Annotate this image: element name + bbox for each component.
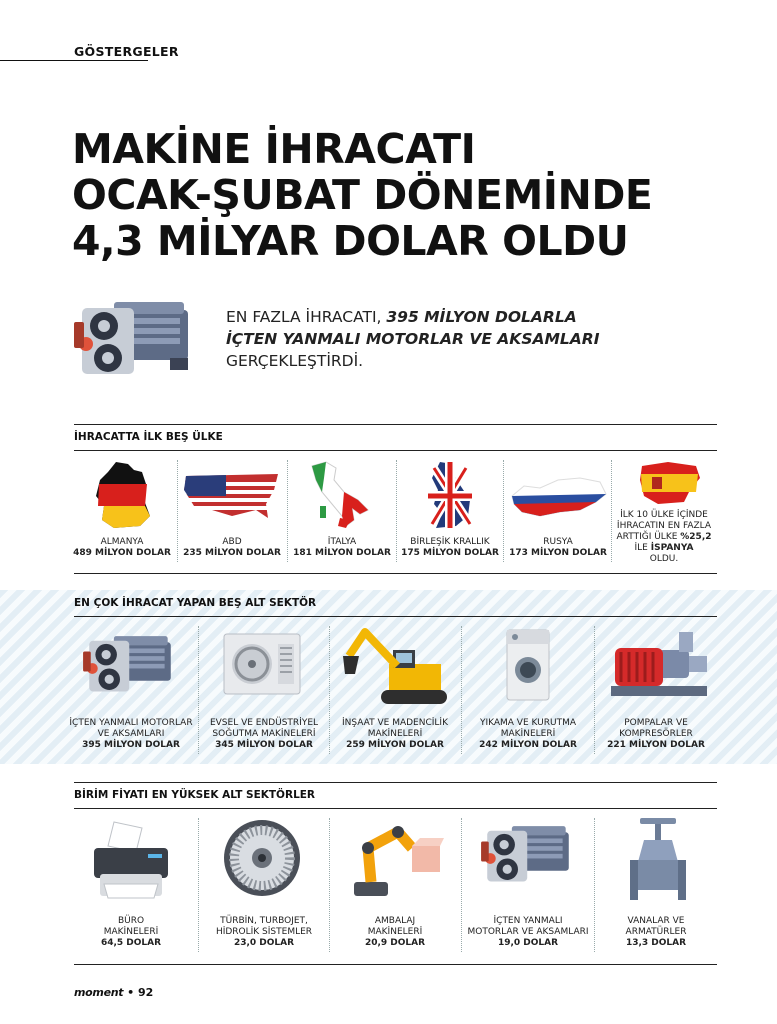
sector-value: 259 MİLYON DOLAR xyxy=(346,740,444,750)
germany-map-icon xyxy=(94,460,152,530)
country-name: RUSYA xyxy=(543,537,573,547)
sector-line-1: İNŞAAT VE MADENCİLİK xyxy=(342,718,448,728)
pump-icon xyxy=(609,630,711,702)
washing-machine-icon xyxy=(505,628,551,702)
unit-cell-packaging xyxy=(330,916,460,949)
unit-cell-engines xyxy=(462,916,594,949)
unit-line-1: AMBALAJ xyxy=(374,916,416,926)
robot-arm-icon xyxy=(346,818,444,900)
country-cell-usa xyxy=(179,537,285,559)
engine-icon xyxy=(80,628,180,702)
country-cell-germany xyxy=(70,537,174,559)
panel1-sub-rule xyxy=(74,450,717,451)
russia-map-icon xyxy=(510,474,608,520)
countries-heading: İHRACATTA İLK BEŞ ÜLKE xyxy=(74,431,223,443)
magazine-logo: moment xyxy=(74,986,124,999)
sector-cell-construction xyxy=(330,718,460,751)
lead-part-2: GERÇEKLEŞTİRDİ. xyxy=(226,352,364,370)
lead-emphasis-2: İÇTEN YANMALI MOTORLAR VE AKSAMLARI xyxy=(226,330,600,348)
section-rule xyxy=(0,60,148,61)
divider xyxy=(503,460,504,562)
unit-cell-turbine xyxy=(199,916,329,949)
lead-part-1: EN FAZLA İHRACATI, xyxy=(226,308,387,326)
title-line-2: OCAK-ŞUBAT DÖNEMİNDE xyxy=(72,171,653,219)
sector-cell-engines xyxy=(66,718,196,751)
italy-map-icon xyxy=(306,460,374,530)
sector-line-2: MAKİNELERİ xyxy=(367,729,423,739)
sector-line-2: SOĞUTMA MAKİNELERİ xyxy=(212,729,316,739)
sector-line-2: MAKİNELERİ xyxy=(500,729,556,739)
excavator-icon xyxy=(341,626,453,708)
lead-emphasis-1: 395 MİLYON DOLARLA xyxy=(386,308,577,326)
unit-value: 23,0 DOLAR xyxy=(233,938,295,948)
country-name: BİRLEŞİK KRALLIK xyxy=(410,537,490,547)
note-country: İSPANYA xyxy=(650,543,694,553)
panel3-bottom-rule xyxy=(74,964,717,965)
lead-text xyxy=(226,306,646,372)
unit-cell-office xyxy=(66,916,196,949)
engine-icon xyxy=(70,292,200,387)
valve-icon xyxy=(628,816,688,904)
sector-cell-washing xyxy=(462,718,594,751)
sector-value: 395 MİLYON DOLAR xyxy=(82,740,180,750)
sector-line-1: POMPALAR VE xyxy=(624,718,688,728)
note-line-4: İLE xyxy=(634,543,651,553)
unit-line-2: MOTORLAR VE AKSAMLARI xyxy=(467,927,589,937)
turbine-icon xyxy=(222,818,302,898)
unit-line-1: BÜRO xyxy=(117,916,145,926)
ac-unit-icon xyxy=(222,632,302,696)
country-name: İTALYA xyxy=(327,537,357,547)
note-line-2: İHRACATIN EN FAZLA xyxy=(616,521,712,531)
sector-value: 345 MİLYON DOLAR xyxy=(215,740,313,750)
country-cell-italy xyxy=(289,537,395,559)
sector-cell-cooling xyxy=(199,718,329,751)
sector-line-1: YIKAMA VE KURUTMA xyxy=(479,718,577,728)
note-percent: %25,2 xyxy=(680,532,712,542)
printer-icon xyxy=(90,818,172,902)
country-value: 175 MİLYON DOLAR xyxy=(401,548,499,558)
sector-line-2: KOMPRESÖRLER xyxy=(619,729,693,739)
unit-line-1: VANALAR VE xyxy=(627,916,685,926)
page-footer xyxy=(74,986,153,999)
country-value: 235 MİLYON DOLAR xyxy=(183,548,281,558)
unit-value: 20,9 DOLAR xyxy=(364,938,426,948)
country-name: ALMANYA xyxy=(100,537,144,547)
sector-value: 221 MİLYON DOLAR xyxy=(607,740,705,750)
section-label: GÖSTERGELER xyxy=(74,44,179,59)
sectors-heading: EN ÇOK İHRACAT YAPAN BEŞ ALT SEKTÖR xyxy=(74,597,317,609)
sector-value: 242 MİLYON DOLAR xyxy=(479,740,577,750)
unit-line-1: İÇTEN YANMALI xyxy=(493,916,563,926)
note-line-1: İLK 10 ÜLKE İÇİNDE xyxy=(620,510,708,520)
unit-cell-valves xyxy=(595,916,717,949)
sector-line-2: VE AKSAMLARI xyxy=(97,729,165,739)
country-value: 173 MİLYON DOLAR xyxy=(509,548,607,558)
sector-cell-pumps xyxy=(595,718,717,751)
country-value: 181 MİLYON DOLAR xyxy=(293,548,391,558)
title-line-1: MAKİNE İHRACATI xyxy=(72,125,476,173)
unit-price-heading: BİRİM FİYATI EN YÜKSEK ALT SEKTÖRLER xyxy=(74,789,316,801)
unit-line-2: MAKİNELERİ xyxy=(367,927,423,937)
spain-map-icon xyxy=(638,460,702,506)
unit-line-2: MAKİNELERİ xyxy=(103,927,159,937)
usa-map-icon xyxy=(182,470,282,522)
panel3-top-rule xyxy=(74,782,717,783)
unit-line-2: HİDROLİK SİSTEMLER xyxy=(215,927,313,937)
unit-line-1: TÜRBİN, TURBOJET, xyxy=(220,916,308,926)
divider xyxy=(177,460,178,562)
engine-icon xyxy=(478,818,578,892)
country-cell-uk xyxy=(397,537,503,559)
sector-line-1: İÇTEN YANMALI MOTORLAR xyxy=(69,718,193,728)
page-title xyxy=(72,126,712,264)
divider xyxy=(287,460,288,562)
title-line-3: 4,3 MİLYAR DOLAR OLDU xyxy=(72,217,629,265)
uk-map-icon xyxy=(426,460,474,530)
unit-value: 64,5 DOLAR xyxy=(100,938,162,948)
note-line-3: ARTTIĞI ÜLKE xyxy=(616,532,681,542)
panel2-sub-rule xyxy=(74,616,717,617)
spain-note xyxy=(612,510,716,565)
page-number: • 92 xyxy=(127,986,154,999)
note-line-5: OLDU. xyxy=(649,554,679,564)
country-name: ABD xyxy=(222,537,242,547)
unit-value: 19,0 DOLAR xyxy=(497,938,559,948)
country-value: 489 MİLYON DOLAR xyxy=(73,548,171,558)
sector-line-1: EVSEL VE ENDÜSTRİYEL xyxy=(209,718,319,728)
unit-value: 13,3 DOLAR xyxy=(625,938,687,948)
panel1-top-rule xyxy=(74,424,717,425)
unit-line-2: ARMATÜRLER xyxy=(625,927,687,937)
panel3-sub-rule xyxy=(74,808,717,809)
country-cell-russia xyxy=(505,537,611,559)
panel1-bottom-rule xyxy=(74,573,717,574)
